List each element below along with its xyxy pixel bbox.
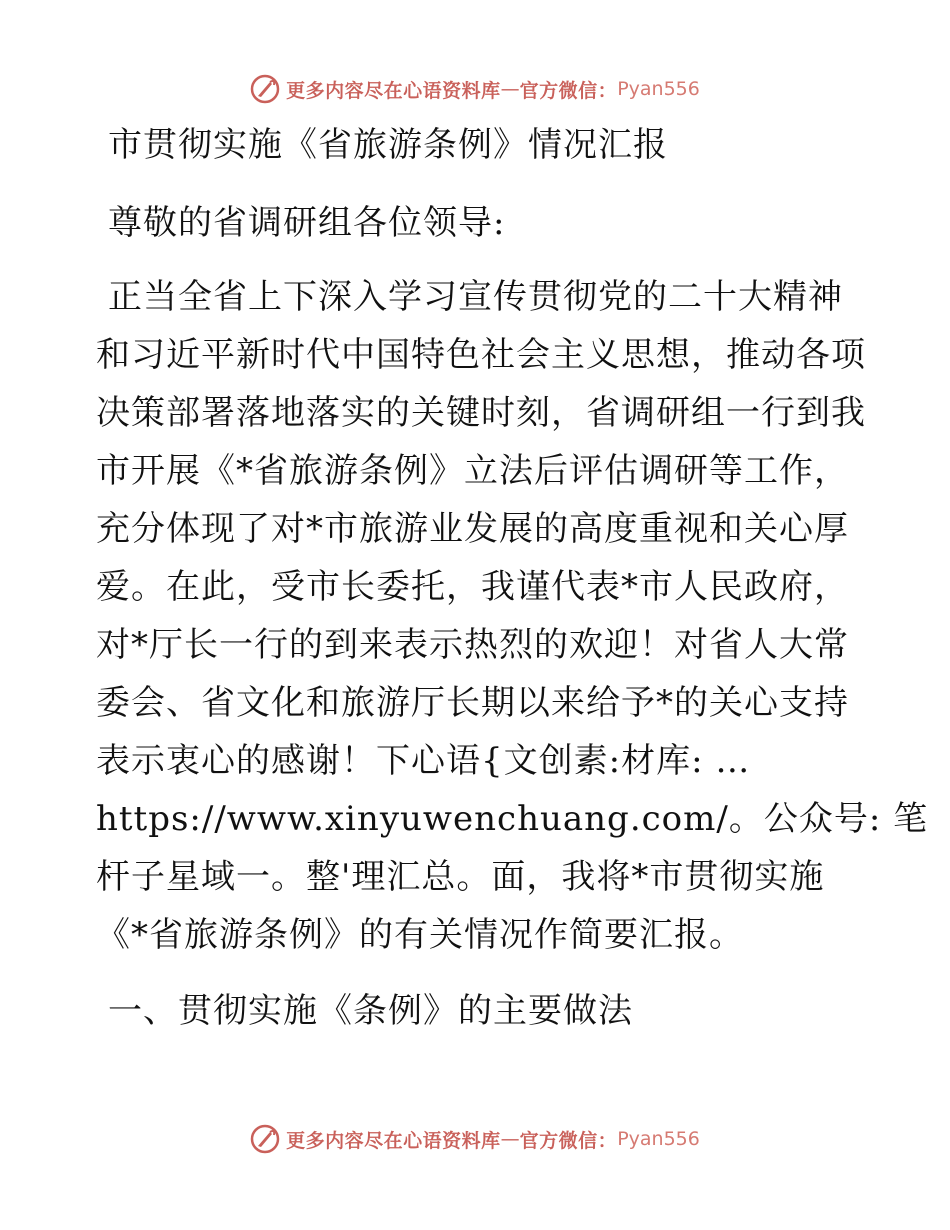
watermark-wechat-id: Pyan556 [617, 78, 700, 100]
quill-logo-icon [250, 74, 280, 104]
body-line: 表示衷心的感谢！下心语{文创素:材库: … [96, 741, 751, 781]
footer-watermark [0, 1124, 950, 1154]
body-line: 正当全省上下深入学习宣传贯彻党的二十大精神 [108, 277, 843, 317]
watermark-text: 更多内容尽在心语资料库 [286, 79, 501, 102]
document-title: 市贯彻实施《省旅游条例》情况汇报 [108, 125, 668, 165]
body-line: 对*厅长一行的到来表示热烈的欢迎！对省人大常 [96, 625, 849, 665]
watermark-text: 更多内容尽在心语资料库 [286, 1129, 501, 1152]
body-line: 杆子星域一。整'理汇总。面，我将*市贯彻实施 [96, 857, 825, 897]
quill-logo-icon [250, 1124, 280, 1154]
header-watermark [0, 74, 950, 104]
salutation: 尊敬的省调研组各位领导: [108, 203, 506, 243]
section-heading: 一、贯彻实施《条例》的主要做法 [108, 991, 633, 1031]
watermark-wechat-id: Pyan556 [617, 1128, 700, 1150]
body-line: 爱。在此，受市长委托，我谨代表*市人民政府， [96, 567, 849, 607]
body-line: 决策部署落地落实的关键时刻，省调研组一行到我 [96, 393, 866, 433]
watermark-wechat-label: 官方微信： [519, 79, 618, 102]
body-line: 和习近平新时代中国特色社会主义思想，推动各项 [96, 335, 866, 375]
body-line: 委会、省文化和旅游厅长期以来给予*的关心支持 [96, 683, 849, 723]
body-line: 充分体现了对*市旅游业发展的高度重视和关心厚 [96, 509, 849, 549]
body-line: https://www.xinyuwenchuang.com/。公众号: 笔 [96, 799, 929, 839]
body-line: 市开展《*省旅游条例》立法后评估调研等工作， [96, 451, 849, 491]
watermark-separator: — [500, 78, 520, 100]
body-line: 《*省旅游条例》的有关情况作简要汇报。 [96, 915, 744, 955]
watermark-separator: — [500, 1128, 520, 1150]
watermark-wechat-label: 官方微信： [519, 1129, 618, 1152]
